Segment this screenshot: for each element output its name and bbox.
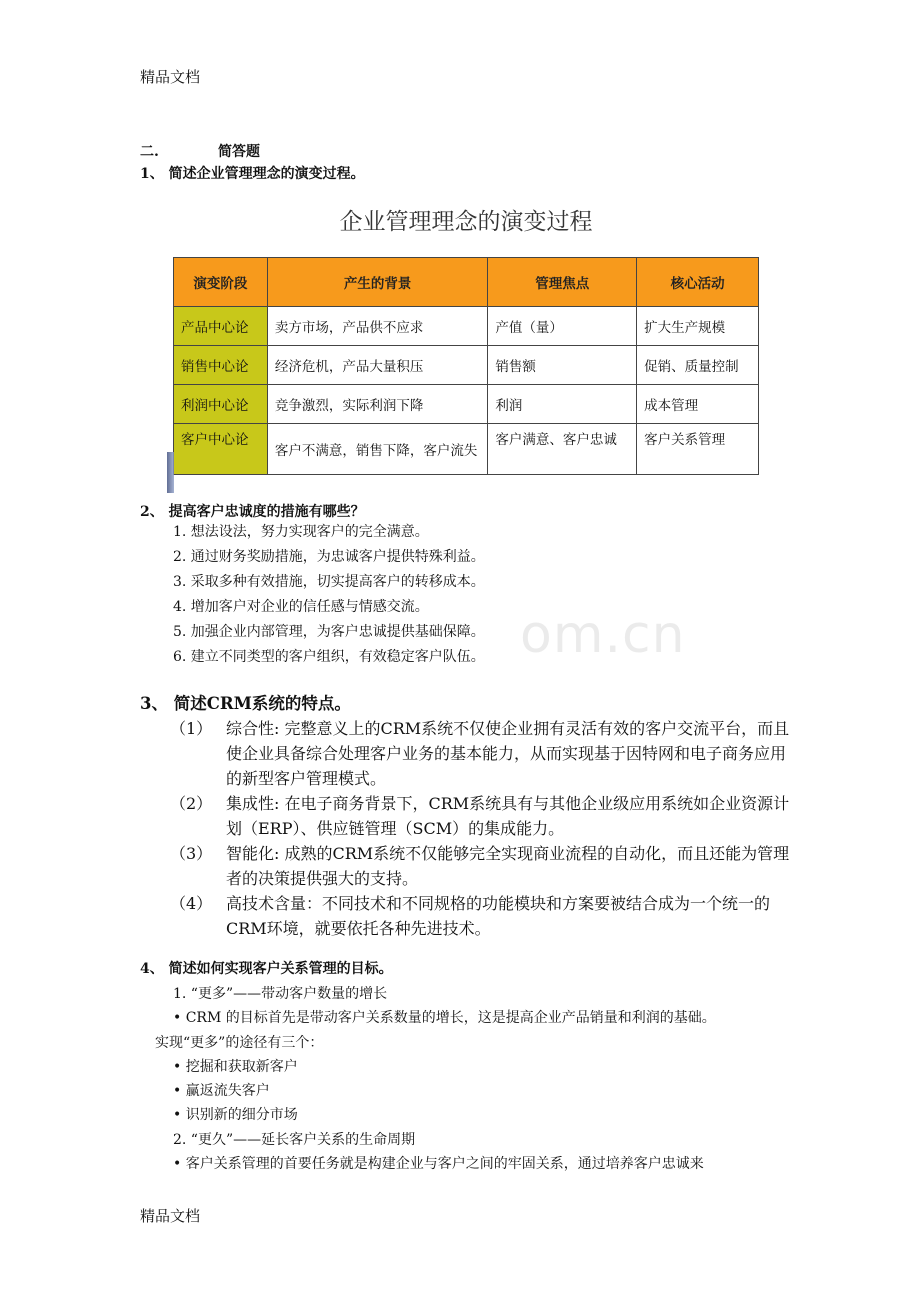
list-item: 4. 增加客户对企业的信任感与情感交流。 [173, 599, 429, 615]
item-text: 高技术含量：不同技术和不同规格的功能模块和方案要被结合成为一个统一的CRM环境，就要依托各种先进技术。 [226, 894, 771, 938]
item-text: 集成性: 在电子商务背景下，CRM系统具有与其他企业级应用系统如企业资源计划（ERP）、供应链管理（SCM）的集成能力。 [226, 794, 790, 838]
page-footer-label: 精品文档 [140, 1207, 201, 1225]
item-text: 智能化: 成熟的CRM系统不仅能够完全实现商业流程的自动化，而且还能为管理者的决策提供强大的支持。 [226, 844, 790, 888]
question-4-title: 4、 简述如何实现客户关系管理的目标。 [140, 961, 393, 977]
text-line: 2. “更久”——延长客户关系的生命周期 [173, 1131, 416, 1148]
list-item [170, 841, 790, 891]
table-cell: 扩大生产规模 [637, 307, 759, 346]
column-header: 演变阶段 [174, 258, 268, 307]
text-line: • CRM 的目标首先是带动客户关系数量的增长，这是提高企业产品销量和利润的基础。 [173, 1010, 716, 1027]
table-title: 企业管理理念的演变过程 [339, 209, 593, 235]
table-row [174, 307, 759, 346]
stage-cell: 销售中心论 [174, 346, 268, 385]
decorative-marker [167, 452, 174, 493]
table-row [174, 346, 759, 385]
question-3-title: 3、 简述CRM系统的特点。 [140, 694, 351, 713]
list-item [170, 716, 790, 791]
loyalty-measures-list [173, 520, 485, 670]
item-number: （4） [170, 894, 213, 913]
table-cell: 利润 [488, 385, 637, 424]
evolution-table [173, 257, 759, 475]
item-number: （3） [170, 844, 213, 863]
list-item: 5. 加强企业内部管理，为客户忠诚提供基础保障。 [173, 624, 485, 640]
stage-cell: 客户中心论 [174, 424, 268, 475]
table-cell: 销售额 [488, 346, 637, 385]
table-cell: 卖方市场，产品供不应求 [267, 307, 488, 346]
table-cell: 竞争激烈，实际利润下降 [267, 385, 488, 424]
section-number: 二. [140, 144, 159, 160]
text-line: 1. “更多”——带动客户数量的增长 [173, 986, 388, 1002]
list-item [170, 791, 790, 841]
column-header: 管理焦点 [488, 258, 637, 307]
page-header-label: 精品文档 [140, 68, 201, 86]
item-number: （1） [170, 719, 213, 738]
watermark: om.cn [520, 605, 686, 665]
text-line: • 识别新的细分市场 [173, 1107, 298, 1124]
crm-goals-text [155, 982, 795, 1176]
text-line: • 挖掘和获取新客户 [173, 1058, 298, 1075]
list-item: 2. 通过财务奖励措施，为忠诚客户提供特殊利益。 [173, 549, 485, 565]
table-cell: 产值（量） [488, 307, 637, 346]
question-1-title: 1、 简述企业管理理念的演变过程。 [140, 166, 365, 182]
item-text: 综合性: 完整意义上的CRM系统不仅使企业拥有灵活有效的客户交流平台，而且使企业具备综合处理客户业务的基本能力，从而实现基于因特网和电子商务应用的新型客户管理模式。 [226, 719, 790, 788]
table-cell: 经济危机，产品大量积压 [267, 346, 488, 385]
list-item [170, 891, 790, 941]
question-2-title: 2、 提高客户忠诚度的措施有哪些？ [140, 504, 365, 520]
table-cell: 客户满意、客户忠诚 [488, 424, 637, 475]
stage-cell: 产品中心论 [174, 307, 268, 346]
text-line: • 客户关系管理的首要任务就是构建企业与客户之间的牢固关系，通过培养客户忠诚来 [173, 1156, 704, 1173]
table-header-row [174, 258, 759, 307]
section-heading: 简答题 [218, 144, 260, 160]
column-header: 核心活动 [637, 258, 759, 307]
list-item: 1. 想法设法，努力实现客户的完全满意。 [173, 524, 429, 540]
table-cell: 促销、质量控制 [637, 346, 759, 385]
crm-features-list [170, 716, 790, 941]
table-cell: 客户关系管理 [637, 424, 759, 475]
column-header: 产生的背景 [267, 258, 488, 307]
table-cell: 成本管理 [637, 385, 759, 424]
table-row [174, 385, 759, 424]
text-line: • 赢返流失客户 [173, 1083, 270, 1100]
list-item: 3. 采取多种有效措施，切实提高客户的转移成本。 [173, 574, 485, 590]
list-item: 6. 建立不同类型的客户组织，有效稳定客户队伍。 [173, 649, 485, 665]
table-row [174, 424, 759, 475]
table-cell: 客户不满意，销售下降，客户流失 [267, 424, 488, 475]
text-line: 实现“更多”的途径有三个： [155, 1034, 324, 1051]
stage-cell: 利润中心论 [174, 385, 268, 424]
item-number: （2） [170, 794, 213, 813]
